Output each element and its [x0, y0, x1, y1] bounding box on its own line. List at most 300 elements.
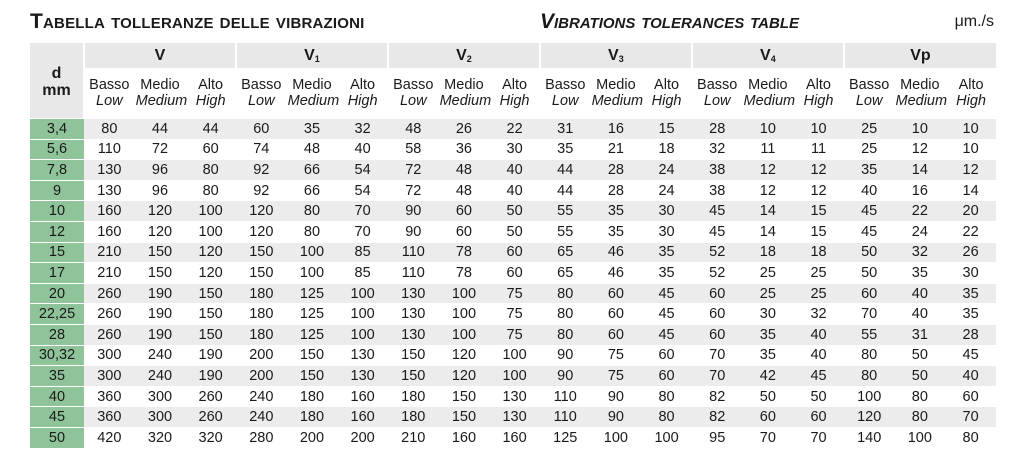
level-label-english: Low [551, 93, 579, 109]
group-header [692, 43, 844, 68]
value-cell: 70 [337, 221, 388, 242]
value-cell: 60 [591, 283, 642, 304]
value-cell: 60 [236, 119, 287, 140]
value-cell: 22 [895, 201, 946, 222]
vibration-tolerance-table [30, 43, 996, 448]
value-cell: 26 [945, 242, 996, 263]
value-cell: 25 [793, 283, 844, 304]
value-cell: 26 [439, 119, 490, 140]
value-cell: 125 [287, 304, 338, 325]
value-cell: 50 [844, 263, 895, 284]
value-cell: 60 [489, 263, 540, 284]
value-cell: 200 [236, 345, 287, 366]
level-label-italian: Basso [241, 77, 282, 93]
diameter-cell: 12 [30, 221, 84, 242]
value-cell: 45 [641, 304, 692, 325]
value-cell: 80 [540, 304, 591, 325]
value-cell: 85 [337, 242, 388, 263]
level-label-italian: Alto [502, 77, 528, 93]
value-cell: 120 [844, 407, 895, 428]
level-header [236, 68, 287, 119]
value-cell: 160 [439, 427, 490, 447]
group-header-main: V [304, 46, 315, 64]
level-header [692, 68, 743, 119]
level-label-english: High [651, 93, 682, 109]
value-cell: 80 [844, 366, 895, 387]
value-cell: 12 [793, 180, 844, 201]
value-cell: 120 [135, 201, 186, 222]
value-cell: 44 [540, 180, 591, 201]
level-header [489, 68, 540, 119]
value-cell: 80 [185, 160, 236, 181]
value-cell: 320 [135, 427, 186, 447]
title-english: Vibrations tolerances table [540, 10, 800, 33]
value-cell: 40 [793, 345, 844, 366]
value-cell: 40 [844, 180, 895, 201]
value-cell: 210 [388, 427, 439, 447]
value-cell: 60 [641, 345, 692, 366]
value-cell: 90 [540, 345, 591, 366]
table-row [30, 180, 996, 201]
value-cell: 50 [489, 201, 540, 222]
value-cell: 200 [236, 366, 287, 387]
value-cell: 92 [236, 160, 287, 181]
value-cell: 120 [236, 201, 287, 222]
value-cell: 100 [439, 324, 490, 345]
value-cell: 180 [388, 407, 439, 428]
table-row [30, 345, 996, 366]
level-header [388, 68, 439, 119]
value-cell: 100 [185, 221, 236, 242]
value-cell: 60 [489, 242, 540, 263]
value-cell: 44 [135, 119, 186, 140]
group-header-main: V [760, 46, 771, 64]
level-label-english: Medium [135, 93, 188, 109]
level-header [287, 68, 338, 119]
value-cell: 45 [793, 366, 844, 387]
value-cell: 42 [743, 366, 794, 387]
value-cell: 82 [692, 407, 743, 428]
value-cell: 35 [641, 242, 692, 263]
value-cell: 150 [185, 304, 236, 325]
value-cell: 80 [287, 201, 338, 222]
level-header-row [30, 68, 996, 119]
level-label-italian: Alto [350, 77, 376, 93]
value-cell: 35 [591, 201, 642, 222]
level-label-english: Low [96, 93, 123, 109]
value-cell: 32 [337, 119, 388, 140]
diameter-cell: 22,25 [30, 304, 84, 325]
value-cell: 200 [337, 427, 388, 447]
value-cell: 100 [641, 427, 692, 447]
value-cell: 240 [236, 407, 287, 428]
value-cell: 90 [388, 201, 439, 222]
value-cell: 120 [439, 366, 490, 387]
value-cell: 66 [287, 180, 338, 201]
group-header-main: V [456, 46, 467, 64]
table-row [30, 263, 996, 284]
value-cell: 180 [287, 407, 338, 428]
value-cell: 78 [439, 263, 490, 284]
value-cell: 52 [692, 263, 743, 284]
value-cell: 35 [844, 160, 895, 181]
value-cell: 190 [135, 324, 186, 345]
value-cell: 52 [692, 242, 743, 263]
value-cell: 110 [388, 242, 439, 263]
value-cell: 60 [793, 407, 844, 428]
value-cell: 200 [287, 427, 338, 447]
level-label-english: Medium [287, 93, 340, 109]
value-cell: 40 [489, 160, 540, 181]
value-cell: 120 [185, 242, 236, 263]
value-cell: 75 [591, 366, 642, 387]
value-cell: 150 [388, 345, 439, 366]
d-header-line2: mm [42, 82, 71, 99]
value-cell: 260 [84, 324, 135, 345]
value-cell: 80 [540, 324, 591, 345]
level-label-italian: Basso [545, 77, 586, 93]
value-cell: 35 [287, 119, 338, 140]
level-label-italian: Medio [900, 77, 940, 93]
value-cell: 360 [84, 407, 135, 428]
value-cell: 150 [236, 242, 287, 263]
table-row [30, 386, 996, 407]
value-cell: 30 [641, 201, 692, 222]
value-cell: 70 [692, 366, 743, 387]
value-cell: 78 [439, 242, 490, 263]
level-label-english: Low [399, 93, 427, 109]
value-cell: 180 [236, 324, 287, 345]
value-cell: 100 [489, 366, 540, 387]
value-cell: 110 [540, 407, 591, 428]
level-label-english: Medium [591, 93, 644, 109]
value-cell: 100 [489, 345, 540, 366]
value-cell: 24 [641, 160, 692, 181]
value-cell: 54 [337, 180, 388, 201]
value-cell: 45 [692, 201, 743, 222]
value-cell: 90 [540, 366, 591, 387]
value-cell: 28 [591, 160, 642, 181]
title-italian: Tabella tolleranze delle vibrazioni [30, 10, 365, 33]
value-cell: 65 [540, 263, 591, 284]
diameter-cell: 17 [30, 263, 84, 284]
value-cell: 18 [743, 242, 794, 263]
value-cell: 12 [945, 160, 996, 181]
level-header [337, 68, 388, 119]
value-cell: 100 [337, 304, 388, 325]
diameter-cell: 15 [30, 242, 84, 263]
value-cell: 100 [337, 283, 388, 304]
diameter-cell: 50 [30, 427, 84, 447]
value-cell: 32 [793, 304, 844, 325]
value-cell: 65 [540, 242, 591, 263]
value-cell: 60 [844, 283, 895, 304]
table-body [30, 119, 996, 448]
value-cell: 100 [844, 386, 895, 407]
level-label-italian: Medio [596, 77, 636, 93]
value-cell: 100 [287, 263, 338, 284]
table-row [30, 366, 996, 387]
level-label-italian: Alto [198, 77, 224, 93]
level-header [895, 68, 946, 119]
value-cell: 300 [135, 386, 186, 407]
value-cell: 10 [945, 119, 996, 140]
value-cell: 75 [489, 283, 540, 304]
value-cell: 120 [439, 345, 490, 366]
level-label-english: Low [703, 93, 731, 109]
level-header [844, 68, 895, 119]
value-cell: 120 [185, 263, 236, 284]
value-cell: 60 [591, 304, 642, 325]
value-cell: 48 [439, 180, 490, 201]
value-cell: 10 [793, 119, 844, 140]
level-label-italian: Basso [393, 77, 434, 93]
value-cell: 70 [793, 427, 844, 447]
level-header [591, 68, 642, 119]
value-cell: 35 [895, 263, 946, 284]
level-header [135, 68, 186, 119]
value-cell: 280 [236, 427, 287, 447]
value-cell: 60 [945, 386, 996, 407]
value-cell: 40 [895, 283, 946, 304]
diameter-cell: 35 [30, 366, 84, 387]
d-header-line1: d [51, 65, 62, 82]
value-cell: 50 [743, 386, 794, 407]
value-cell: 14 [895, 160, 946, 181]
value-cell: 45 [945, 345, 996, 366]
value-cell: 75 [591, 345, 642, 366]
value-cell: 50 [793, 386, 844, 407]
group-header-subscript: 2 [466, 53, 472, 64]
diameter-cell: 28 [30, 324, 84, 345]
level-label-english: High [499, 93, 530, 109]
value-cell: 110 [84, 139, 135, 160]
value-cell: 15 [793, 201, 844, 222]
value-cell: 72 [135, 139, 186, 160]
value-cell: 300 [84, 345, 135, 366]
group-header-row [30, 43, 996, 68]
value-cell: 130 [489, 407, 540, 428]
value-cell: 180 [236, 283, 287, 304]
value-cell: 75 [489, 324, 540, 345]
value-cell: 30 [743, 304, 794, 325]
value-cell: 44 [185, 119, 236, 140]
diameter-cell: 9 [30, 180, 84, 201]
value-cell: 30 [641, 221, 692, 242]
level-header [439, 68, 490, 119]
level-label-english: High [803, 93, 834, 109]
value-cell: 48 [287, 139, 338, 160]
diameter-cell: 30,32 [30, 345, 84, 366]
value-cell: 82 [692, 386, 743, 407]
value-cell: 150 [185, 283, 236, 304]
value-cell: 80 [287, 221, 338, 242]
value-cell: 80 [84, 119, 135, 140]
value-cell: 80 [540, 283, 591, 304]
value-cell: 130 [388, 304, 439, 325]
level-label-italian: Basso [849, 77, 890, 93]
value-cell: 180 [388, 386, 439, 407]
diameter-cell: 3,4 [30, 119, 84, 140]
value-cell: 90 [591, 407, 642, 428]
group-header-main: Vp [910, 46, 931, 64]
value-cell: 125 [287, 283, 338, 304]
value-cell: 80 [945, 427, 996, 447]
value-cell: 45 [844, 201, 895, 222]
value-cell: 70 [945, 407, 996, 428]
value-cell: 300 [84, 366, 135, 387]
value-cell: 180 [287, 386, 338, 407]
table-row [30, 201, 996, 222]
value-cell: 110 [388, 263, 439, 284]
d-column-header [30, 43, 84, 119]
value-cell: 35 [743, 345, 794, 366]
value-cell: 150 [185, 324, 236, 345]
value-cell: 12 [895, 139, 946, 160]
value-cell: 50 [895, 366, 946, 387]
value-cell: 130 [388, 283, 439, 304]
value-cell: 18 [793, 242, 844, 263]
value-cell: 95 [692, 427, 743, 447]
value-cell: 75 [489, 304, 540, 325]
table-row [30, 324, 996, 345]
value-cell: 190 [185, 366, 236, 387]
level-header [743, 68, 794, 119]
value-cell: 21 [591, 139, 642, 160]
value-cell: 190 [135, 283, 186, 304]
value-cell: 11 [743, 139, 794, 160]
value-cell: 30 [945, 263, 996, 284]
value-cell: 260 [84, 304, 135, 325]
value-cell: 46 [591, 263, 642, 284]
table-row [30, 283, 996, 304]
group-header-main: V [608, 46, 619, 64]
value-cell: 50 [895, 345, 946, 366]
value-cell: 45 [641, 324, 692, 345]
group-header [84, 43, 236, 68]
value-cell: 80 [185, 180, 236, 201]
value-cell: 38 [692, 160, 743, 181]
value-cell: 55 [540, 201, 591, 222]
value-cell: 360 [84, 386, 135, 407]
value-cell: 11 [793, 139, 844, 160]
value-cell: 160 [337, 407, 388, 428]
group-header-main: V [154, 46, 166, 64]
value-cell: 30 [489, 139, 540, 160]
value-cell: 31 [895, 324, 946, 345]
value-cell: 120 [135, 221, 186, 242]
value-cell: 14 [743, 201, 794, 222]
value-cell: 10 [743, 119, 794, 140]
table-row [30, 242, 996, 263]
level-label-italian: Alto [654, 77, 680, 93]
table-row [30, 119, 996, 140]
value-cell: 35 [945, 304, 996, 325]
value-cell: 46 [591, 242, 642, 263]
value-cell: 320 [185, 427, 236, 447]
value-cell: 20 [945, 201, 996, 222]
value-cell: 40 [945, 366, 996, 387]
value-cell: 150 [135, 242, 186, 263]
level-header [84, 68, 135, 119]
value-cell: 240 [236, 386, 287, 407]
group-header [844, 43, 996, 68]
level-label-italian: Basso [697, 77, 738, 93]
value-cell: 60 [591, 324, 642, 345]
value-cell: 55 [540, 221, 591, 242]
value-cell: 60 [185, 139, 236, 160]
value-cell: 100 [287, 242, 338, 263]
value-cell: 60 [743, 407, 794, 428]
level-label-english: Medium [743, 93, 796, 109]
value-cell: 55 [844, 324, 895, 345]
level-label-english: Medium [439, 93, 492, 109]
value-cell: 40 [895, 304, 946, 325]
value-cell: 100 [185, 201, 236, 222]
value-cell: 28 [692, 119, 743, 140]
value-cell: 44 [540, 160, 591, 181]
level-header [793, 68, 844, 119]
level-label-english: Low [247, 93, 275, 109]
value-cell: 130 [489, 386, 540, 407]
value-cell: 150 [388, 366, 439, 387]
value-cell: 45 [844, 221, 895, 242]
group-header-subscript: 3 [618, 53, 624, 64]
level-label-english: High [195, 93, 226, 109]
value-cell: 58 [388, 139, 439, 160]
value-cell: 12 [743, 180, 794, 201]
value-cell: 130 [337, 366, 388, 387]
value-cell: 70 [743, 427, 794, 447]
value-cell: 100 [439, 304, 490, 325]
value-cell: 300 [135, 407, 186, 428]
value-cell: 38 [692, 180, 743, 201]
value-cell: 100 [895, 427, 946, 447]
value-cell: 32 [895, 242, 946, 263]
value-cell: 32 [692, 139, 743, 160]
value-cell: 40 [793, 324, 844, 345]
level-header [945, 68, 996, 119]
unit-label: μm./s [954, 13, 994, 30]
value-cell: 14 [743, 221, 794, 242]
value-cell: 70 [692, 345, 743, 366]
level-label-english: High [956, 93, 986, 109]
value-cell: 80 [641, 386, 692, 407]
value-cell: 240 [135, 366, 186, 387]
value-cell: 80 [641, 407, 692, 428]
value-cell: 24 [641, 180, 692, 201]
value-cell: 80 [895, 386, 946, 407]
value-cell: 90 [388, 221, 439, 242]
table-row [30, 407, 996, 428]
value-cell: 96 [135, 180, 186, 201]
value-cell: 10 [945, 139, 996, 160]
value-cell: 90 [591, 386, 642, 407]
value-cell: 28 [945, 324, 996, 345]
value-cell: 12 [793, 160, 844, 181]
group-header-subscript: 1 [314, 53, 320, 64]
value-cell: 16 [591, 119, 642, 140]
level-label-italian: Medio [748, 77, 788, 93]
value-cell: 25 [844, 139, 895, 160]
value-cell: 130 [337, 345, 388, 366]
value-cell: 54 [337, 160, 388, 181]
value-cell: 35 [641, 263, 692, 284]
value-cell: 16 [895, 180, 946, 201]
value-cell: 45 [641, 283, 692, 304]
level-label-italian: Medio [444, 77, 484, 93]
level-label-italian: Basso [89, 77, 130, 93]
